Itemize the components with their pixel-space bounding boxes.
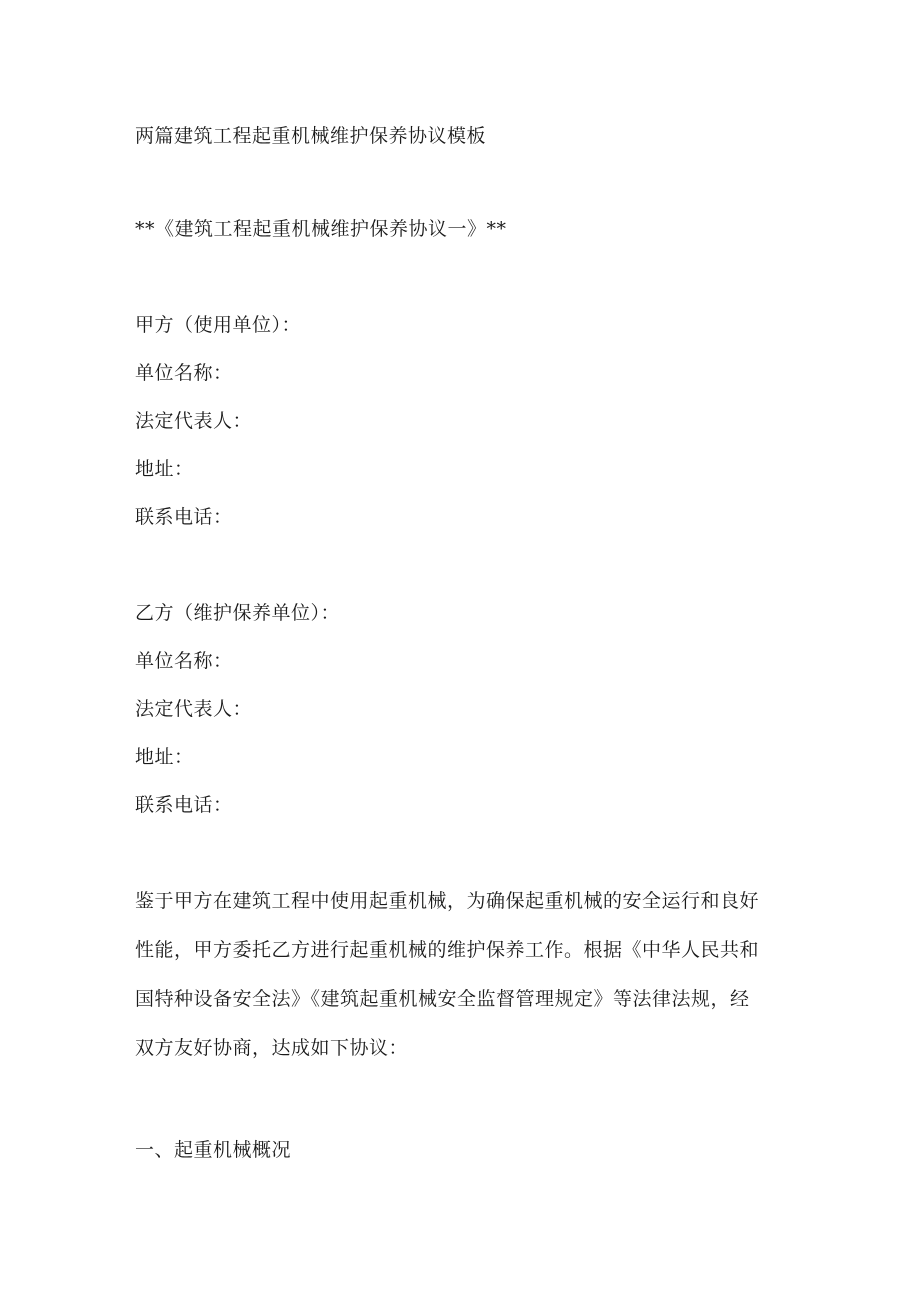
party-a-name-label: 单位名称：	[135, 362, 233, 384]
agreement-subtitle: **《建筑工程起重机械维护保养协议一》**	[135, 218, 507, 240]
party-a-phone-label: 联系电话：	[135, 506, 233, 528]
party-a-address-label: 地址：	[135, 458, 194, 480]
party-a-rep-label: 法定代表人：	[135, 410, 253, 432]
party-b-phone-label: 联系电话：	[135, 794, 233, 816]
preamble-line: 国特种设备安全法》《建筑起重机械安全监督管理规定》等法律法规，经	[135, 988, 750, 1010]
party-b-address-label: 地址：	[135, 746, 194, 768]
preamble-line: 鉴于甲方在建筑工程中使用起重机械，为确保起重机械的安全运行和良好	[135, 890, 760, 912]
preamble-line: 双方友好协商，达成如下协议：	[135, 1037, 409, 1059]
party-a-heading: 甲方（使用单位）：	[135, 314, 302, 336]
document-title: 两篇建筑工程起重机械维护保养协议模板	[135, 125, 487, 147]
party-b-name-label: 单位名称：	[135, 650, 233, 672]
section-heading-equipment-overview: 一、起重机械概况	[135, 1139, 292, 1161]
party-b-heading: 乙方（维护保养单位）：	[135, 602, 341, 624]
party-b-rep-label: 法定代表人：	[135, 698, 253, 720]
preamble-line: 性能，甲方委托乙方进行起重机械的维护保养工作。根据《中华人民共和	[135, 939, 760, 961]
